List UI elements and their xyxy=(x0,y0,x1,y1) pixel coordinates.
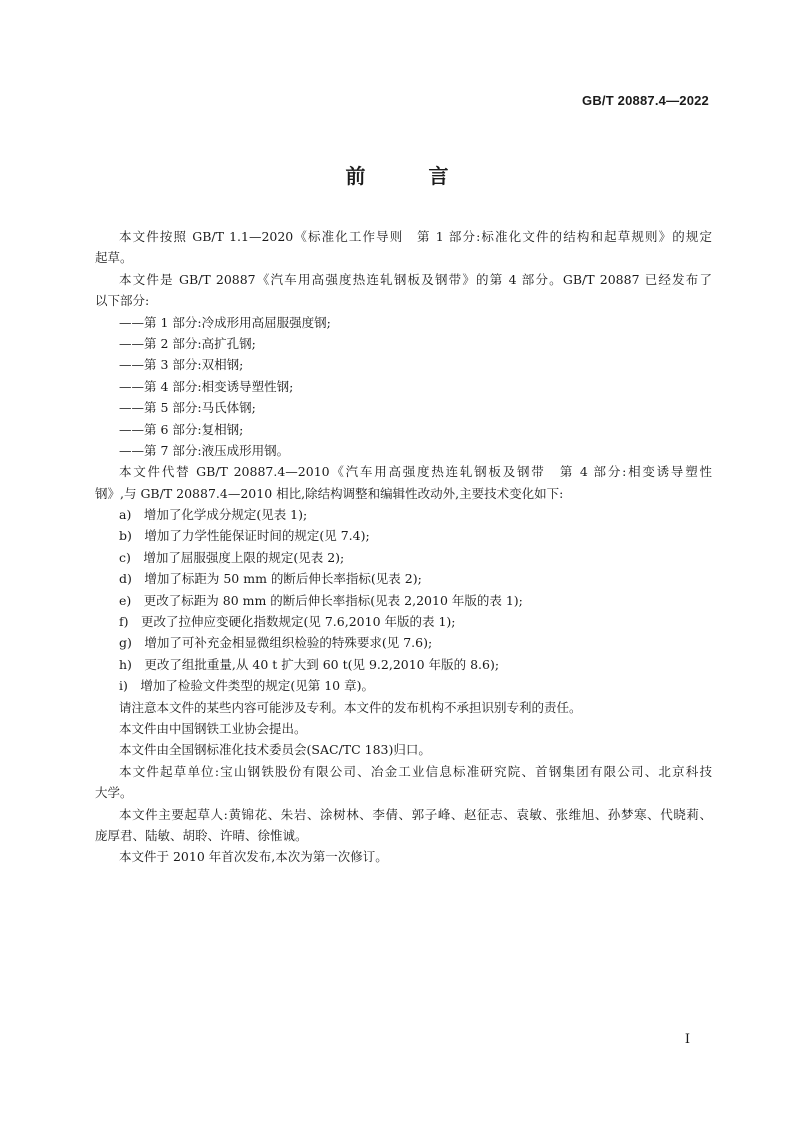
text-line: c) 增加了屈服强度上限的规定(见表 2); xyxy=(119,549,345,565)
text-line: ——第 3 部分:双相钢; xyxy=(119,357,244,373)
text-line: d) 增加了标距为 50 mm 的断后伸长率指标(见表 2); xyxy=(119,571,422,587)
text-line: 庞厚君、陆敏、胡聆、许晴、徐惟诚。 xyxy=(95,827,308,843)
standard-code: GB/T 20887.4—2022 xyxy=(582,93,709,108)
text-line: f) 更改了拉伸应变硬化指数规定(见 7.6,2010 年版的表 1); xyxy=(119,614,456,630)
text-line: 以下部分: xyxy=(95,293,150,309)
text-line: 本文件主要起草人:黄锦花、朱岩、涂树林、李倩、郭子峰、赵征志、袁敏、张维旭、孙梦寒、代晓莉、 xyxy=(119,806,712,822)
text-line: h) 更改了组批重量,从 40 t 扩大到 60 t(见 9.2,2010 年版的 8.6); xyxy=(119,656,500,672)
text-line: 本文件于 2010 年首次发布,本次为第一次修订。 xyxy=(119,849,388,865)
text-line: ——第 7 部分:液压成形用钢。 xyxy=(119,442,290,458)
text-line: g) 增加了可补充金相显微组织检验的特殊要求(见 7.6); xyxy=(119,635,433,651)
text-line: 大学。 xyxy=(95,785,133,801)
text-line: ——第 5 部分:马氏体钢; xyxy=(119,400,256,416)
text-line: b) 增加了力学性能保证时间的规定(见 7.4); xyxy=(119,528,370,544)
text-line: 本文件起草单位:宝山钢铁股份有限公司、冶金工业信息标准研究院、首钢集团有限公司、北京科技 xyxy=(119,763,712,779)
page-title: 前 言 xyxy=(345,164,477,188)
text-line: ——第 2 部分:高扩孔钢; xyxy=(119,335,256,351)
text-line: e) 更改了标距为 80 mm 的断后伸长率指标(见表 2,2010 年版的表 1); xyxy=(119,592,523,608)
text-line: i) 增加了检验文件类型的规定(见第 10 章)。 xyxy=(119,678,374,694)
text-line: 起草。 xyxy=(95,250,133,266)
text-line: 请注意本文件的某些内容可能涉及专利。本文件的发布机构不承担识别专利的责任。 xyxy=(119,699,582,715)
text-line: ——第 4 部分:相变诱导塑性钢; xyxy=(119,378,294,394)
page-number: I xyxy=(684,1032,690,1047)
text-line: 本文件由中国钢铁工业协会提出。 xyxy=(119,720,307,736)
text-line: ——第 1 部分:冷成形用高屈服强度钢; xyxy=(119,314,331,330)
foreword-body xyxy=(95,226,712,868)
text-line: 本文件由全国钢标准化技术委员会(SAC/TC 183)归口。 xyxy=(119,742,431,758)
text-line: ——第 6 部分:复相钢; xyxy=(119,421,244,437)
text-line: 钢》,与 GB/T 20887.4—2010 相比,除结构调整和编辑性改动外,主要技术变化如下: xyxy=(95,485,564,501)
text-line: 本文件代替 GB/T 20887.4—2010《汽车用高强度热连轧钢板及钢带 第 4 部分:相变诱导塑性 xyxy=(119,464,712,480)
text-line: 本文件按照 GB/T 1.1—2020《标准化工作导则 第 1 部分:标准化文件的结构和起草规则》的规定 xyxy=(119,229,712,244)
text-line: a) 增加了化学成分规定(见表 1); xyxy=(119,507,308,523)
text-line: 本文件是 GB/T 20887《汽车用高强度热连轧钢板及钢带》的第 4 部分。GB/T 20887 已经发布了 xyxy=(119,271,712,287)
